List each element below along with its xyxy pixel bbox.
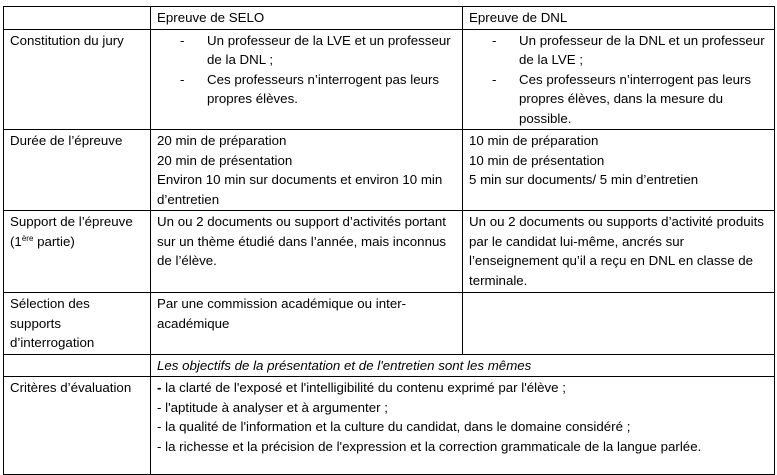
comparison-table: [3, 6, 775, 475]
label-jury: Constitution du jury: [4, 29, 151, 130]
row-support: [4, 211, 775, 293]
cell-selection-dnl: [463, 293, 775, 355]
header-empty-cell: [4, 7, 151, 30]
row-selection: [4, 293, 775, 355]
list-item: - Ces professeurs n’interrogent pas leurs propres élèves.: [157, 70, 456, 109]
row-objectifs: [4, 354, 775, 377]
header-row: [4, 7, 775, 30]
label-duree: Durée de l’épreuve: [4, 130, 151, 211]
cell-support-dnl: Un ou 2 documents ou supports d’activité produits par le candidat lui-même, ancrés sur l’enseignement qu’il a reçu en DNL en classe de terminale.: [463, 211, 775, 293]
objectifs-empty-cell: [4, 354, 151, 377]
label-support: [4, 211, 151, 293]
label-selection: Sélection des supports d’interrogation: [4, 293, 151, 355]
duree-dnl-line: 10 min de préparation: [469, 133, 599, 148]
row-criteres: [4, 377, 775, 475]
label-support-sup: ère: [21, 233, 34, 243]
duree-selo-line: 20 min de préparation: [157, 133, 287, 148]
criteres-line: - l'aptitude à analyser et à argumenter ;: [157, 399, 388, 415]
list-item: - Un professeur de la LVE et un professeur de la DNL ;: [157, 31, 456, 70]
jury-selo-list: [157, 31, 456, 109]
cell-selection-selo: Par une commission académique ou inter-académique: [151, 293, 463, 355]
criteres-line: - la richesse et la précision de l'expression et la correction grammaticale de la langue parlée.: [157, 438, 702, 454]
list-item: - Ces professeurs n’interrogent pas leurs propres élèves, dans la mesure du possible.: [469, 70, 768, 129]
criteres-line: [157, 378, 768, 398]
criteres-first-dash: -: [157, 380, 162, 395]
cell-jury-dnl: [463, 29, 775, 130]
row-duree: [4, 130, 775, 211]
criteres-line: - la qualité de l'information et la culture du candidat, dans le domaine considéré ;: [157, 419, 631, 434]
cell-support-selo: Un ou 2 documents ou support d’activités portant sur un thème étudié dans l’année, mais inconnus de l’élève.: [151, 211, 463, 293]
label-support-pre: Support de l’épreuve (1: [10, 214, 133, 249]
label-criteres: Critères d’évaluation: [4, 377, 151, 475]
duree-dnl-line: 10 min de présentation: [469, 152, 605, 168]
cell-jury-selo: [151, 29, 463, 130]
cell-criteres: [151, 377, 775, 475]
duree-selo-line: Environ 10 min sur documents et environ 10 min d’entretien: [157, 172, 443, 207]
cell-objectifs: Les objectifs de la présentation et de l'entretien sont les mêmes: [151, 354, 775, 377]
row-jury: [4, 29, 775, 130]
criteres-first-text: la clarté de l'exposé et l'intelligibilité du contenu exprimé par l'élève ;: [161, 380, 566, 395]
header-selo: Epreuve de SELO: [151, 7, 463, 30]
label-support-post: partie): [33, 233, 75, 249]
jury-dnl-list: [469, 31, 768, 129]
cell-duree-selo: [151, 130, 463, 211]
duree-dnl-line: 5 min sur documents/ 5 min d’entretien: [469, 172, 699, 187]
header-dnl: Epreuve de DNL: [463, 7, 775, 30]
cell-duree-dnl: [463, 130, 775, 211]
list-item: - Un professeur de la DNL et un professeur de la LVE ;: [469, 31, 768, 70]
duree-selo-line: 20 min de présentation: [157, 152, 293, 168]
